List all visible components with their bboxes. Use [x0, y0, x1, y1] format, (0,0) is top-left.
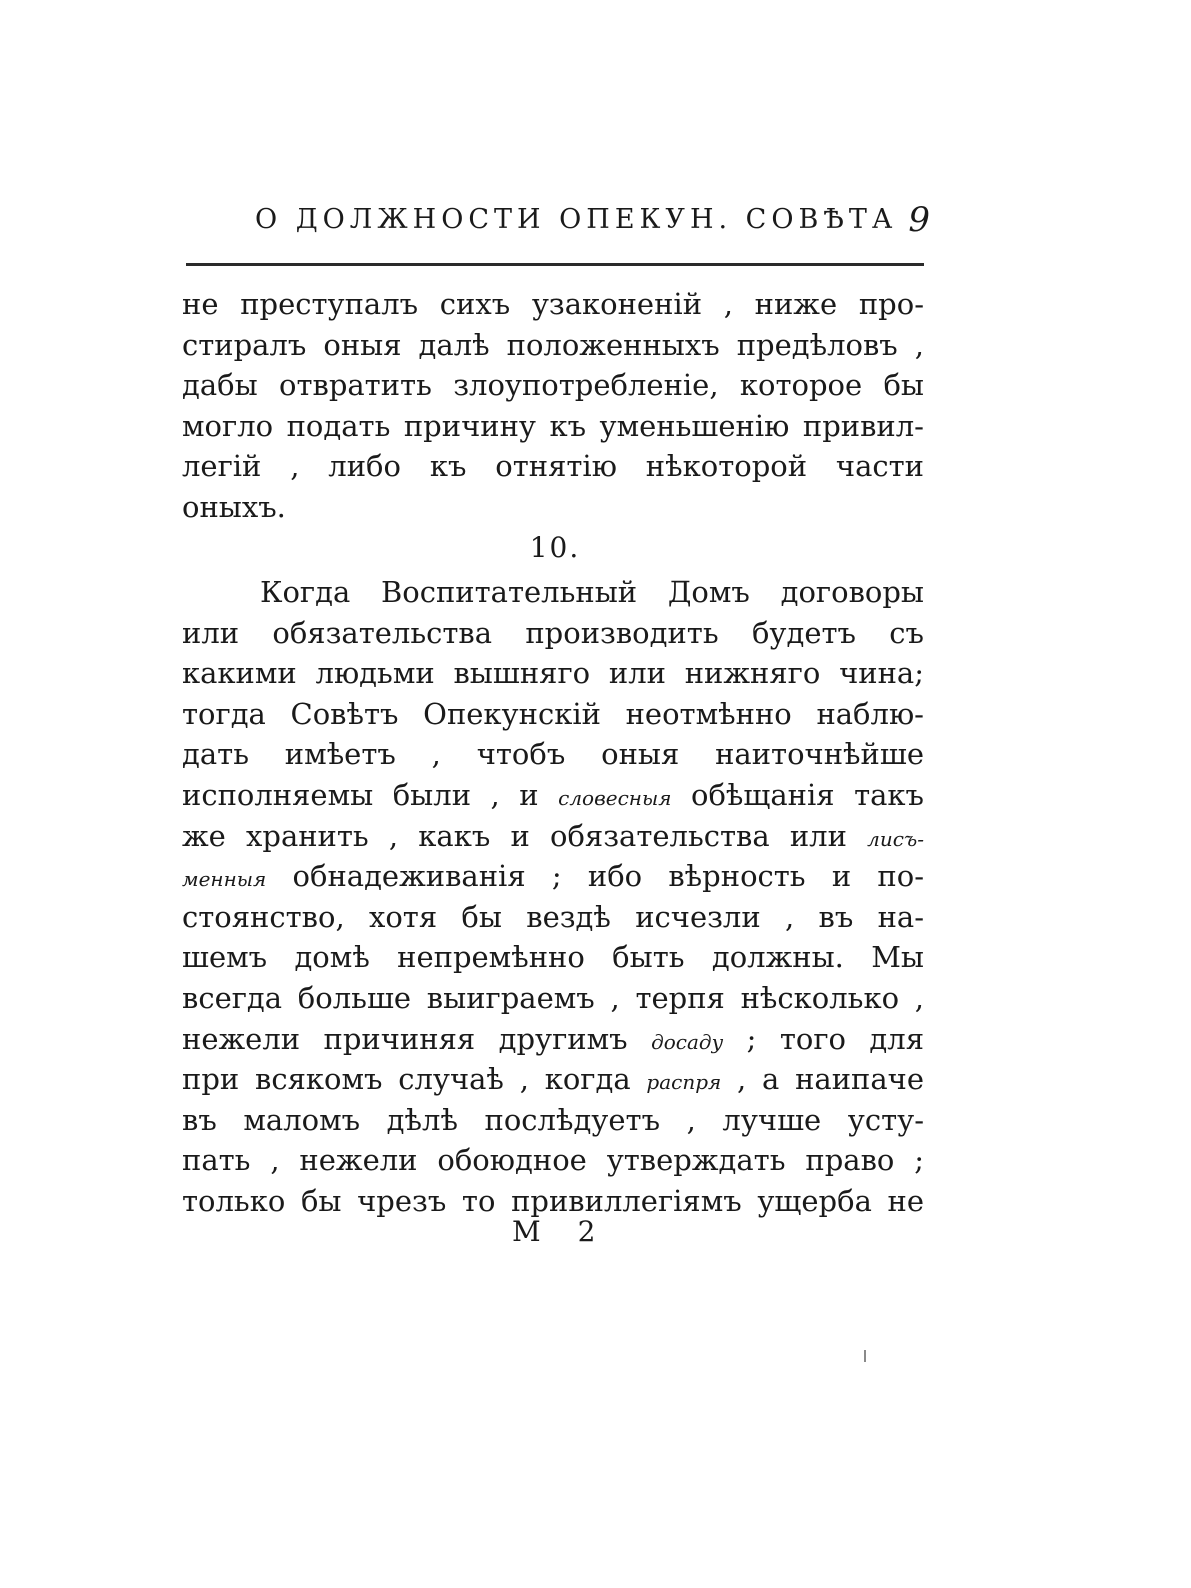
text-line [182, 694, 924, 735]
line-text: , а наипаче [721, 1062, 924, 1097]
section-paragraph [182, 572, 924, 1222]
line-text: какими людьми вышняго или нижняго чина; [182, 656, 924, 691]
running-head [190, 200, 930, 248]
italic-word: распря [646, 1070, 722, 1095]
line-text: исполняемы были , и [182, 777, 559, 812]
line-text: шемъ домѣ непремѣнно быть должны. Мы [182, 940, 924, 975]
text-line [182, 653, 924, 694]
signature-mark: М 2 [512, 1215, 610, 1248]
text-line [182, 978, 924, 1019]
page-number: 9 [908, 200, 930, 240]
text-line [182, 1100, 924, 1141]
text-line [182, 1059, 924, 1100]
line-text: тогда Совѣтъ Опекунскій неотмѣнно наблю- [182, 696, 924, 731]
section-number: 10. [529, 531, 581, 564]
text-line [182, 897, 924, 938]
line-text: нежели причиняя другимъ [182, 1021, 652, 1056]
text-line: не преступалъ сихъ узаконеній , ниже про- [182, 287, 924, 321]
continuation-paragraph [182, 284, 924, 528]
text-line [182, 734, 924, 775]
italic-word: словесныя [558, 785, 672, 810]
text-line [182, 572, 924, 613]
line-text: обѣщанія такъ [671, 777, 924, 812]
text-line [182, 775, 924, 816]
italic-word: досаду [651, 1029, 724, 1054]
text-line [182, 816, 924, 857]
text-line: могло подать причину къ уменьшенію привил- [182, 408, 924, 443]
text-line: легій , либо къ отнятію нѣкоторой части [182, 449, 924, 484]
running-title: О ДОЛЖНОСТИ ОПЕКУН. СОВѢТА [255, 204, 898, 235]
text-line [182, 1140, 924, 1181]
text-line: дабы отвратить злоупотребленіе, которое бы [182, 368, 924, 403]
paper-speck [864, 1350, 866, 1362]
italic-word: лисъ- [867, 826, 924, 851]
header-rule [186, 263, 924, 266]
text-line: оныхъ. [182, 489, 286, 524]
italic-word: менныя [182, 867, 267, 892]
text-line [182, 1019, 924, 1060]
line-text: въ маломъ дѣлѣ послѣдуетъ , лучше усту- [182, 1102, 924, 1137]
line-text: обнадеживанія ; ибо вѣрность и по- [266, 859, 924, 894]
text-line [182, 613, 924, 654]
text-line: стиралъ оныя далѣ положенныхъ предѣловъ , [182, 327, 924, 362]
line-text: пать , нежели обоюдное утверждать право ; [182, 1143, 924, 1178]
text-line [182, 937, 924, 978]
line-text: при всякомъ случаѣ , когда [182, 1062, 647, 1097]
line-text: Когда Воспитательный Домъ договоры [260, 575, 924, 609]
text-line [182, 856, 924, 897]
line-text: или обязательства производить будетъ съ [182, 615, 924, 650]
line-text: стоянство, хотя бы вездѣ исчезли , въ на- [182, 899, 924, 934]
line-text: только бы чрезъ то привиллегіямъ ущерба не [182, 1183, 924, 1218]
line-text: ; того для [723, 1021, 925, 1056]
line-text: дать имѣетъ , чтобъ оныя наиточнѣйше [182, 737, 924, 772]
line-text: всегда больше выиграемъ , терпя нѣсколько , [182, 980, 924, 1015]
line-text: же хранить , какъ и обязательства или [182, 818, 868, 853]
